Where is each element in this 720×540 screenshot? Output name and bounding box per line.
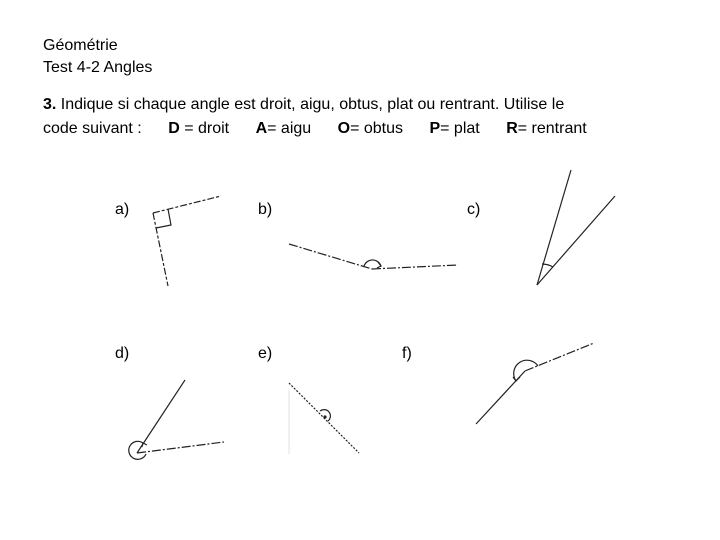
item-label-c: c)	[467, 201, 481, 218]
item-label-d: d)	[115, 345, 130, 362]
subject-title: Géométrie	[43, 37, 118, 54]
angle-a-figure	[153, 196, 221, 286]
angle-b-figure	[289, 244, 458, 269]
test-title: Test 4-2 Angles	[43, 59, 153, 76]
angle-f-figure	[476, 343, 594, 424]
angle-c-figure	[537, 170, 615, 285]
question-instruction: Indique si chaque angle est droit, aigu, obtus, plat ou rentrant. Utilise le	[60, 96, 565, 113]
code-aigu: A= aigu	[255, 120, 312, 137]
item-label-f: f)	[402, 345, 412, 362]
angle-e-figure	[289, 383, 359, 453]
item-label-a: a)	[115, 201, 130, 218]
code-plat: P= plat	[429, 120, 480, 137]
item-label-e: e)	[258, 345, 273, 362]
question-number: 3.	[43, 96, 57, 113]
code-obtus: O= obtus	[337, 120, 404, 137]
code-droit: D = droit	[168, 120, 230, 137]
item-label-b: b)	[258, 201, 273, 218]
code-intro: code suivant :	[43, 120, 142, 137]
code-rentrant: R= rentrant	[506, 120, 587, 137]
angle-d-figure	[129, 380, 224, 459]
